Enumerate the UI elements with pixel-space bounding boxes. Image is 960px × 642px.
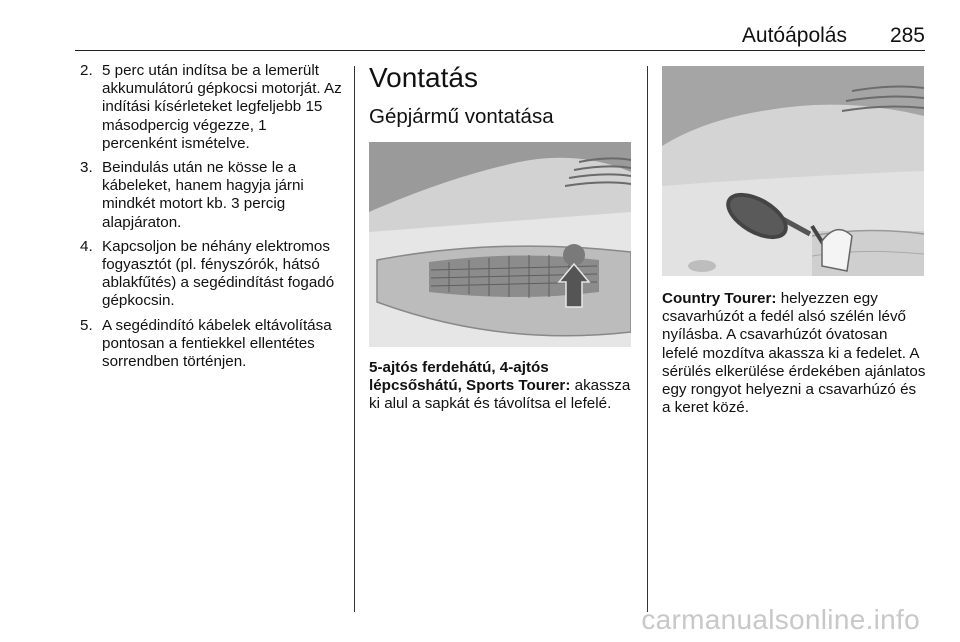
step-item (80, 317, 345, 372)
caption-text: akassza ki alul a sapkát és távolítsa el lefelé. (369, 377, 631, 413)
screwdriver-illustration (662, 66, 924, 276)
step-text: Beindulás után ne kösse le a kábeleket, hanem hagyja járni mindkét motort kb. 3 percig alapjáraton. (102, 159, 304, 231)
step-item (80, 238, 345, 311)
bumper-cover-illustration (369, 142, 631, 347)
car-front-bumper-image (369, 142, 631, 347)
step-text: 5 perc után indítsa be a lemerült akkumulátorú gépkocsi motorját. Az indítási kísérleteket legfeljebb 15 másodpercig végezze, 1 percenként ismételve. (102, 62, 342, 152)
step-number: 5. (80, 316, 93, 334)
caption-label: 5-ajtós ferdehátú, 4-ajtós lépcsőshátú, Sports Tourer: (369, 359, 571, 395)
section-heading: Vontatás (369, 62, 478, 93)
caption-label: Country Tourer: (662, 290, 777, 307)
step-text: Kapcsoljon be néhány elektromos fogyasztót (pl. fényszórók, hátsó ablakfűtés) a segédindítást fogadó gépkocsin. (102, 237, 335, 310)
step-item (80, 62, 345, 153)
column-divider (647, 66, 648, 612)
screwdriver-image (662, 66, 924, 276)
section-title: Autóápolás (741, 24, 847, 47)
step-number: 3. (80, 159, 93, 177)
column-divider (354, 66, 355, 612)
caption (369, 359, 634, 414)
watermark: carmanualsonline.info (641, 604, 920, 635)
page-number: 285 (889, 24, 925, 47)
step-item (80, 159, 345, 232)
caption (662, 290, 927, 417)
step-number: 4. (80, 237, 93, 255)
column-left (80, 62, 345, 377)
page-header (75, 22, 925, 51)
caption-text: helyezzen egy csavarhúzót a fedél alsó szélén lévő nyílásba. A csavarhúzót óvatosan lefelé mozdítva akassza ki a fedelet. A sérülés elkerülése érdekében ajánlatos egy rongyot helyezni a csavarhúzó és a keret közé. (662, 290, 926, 417)
steps-list (80, 62, 345, 371)
step-text: A segédindító kábelek eltávolítása pontosan a fentiekkel ellentétes sorrendben történjen. (102, 316, 332, 371)
column-middle (369, 62, 634, 414)
step-number: 2. (80, 62, 93, 79)
column-right (662, 62, 927, 417)
section-subheading: Gépjármű vontatása (369, 105, 554, 128)
